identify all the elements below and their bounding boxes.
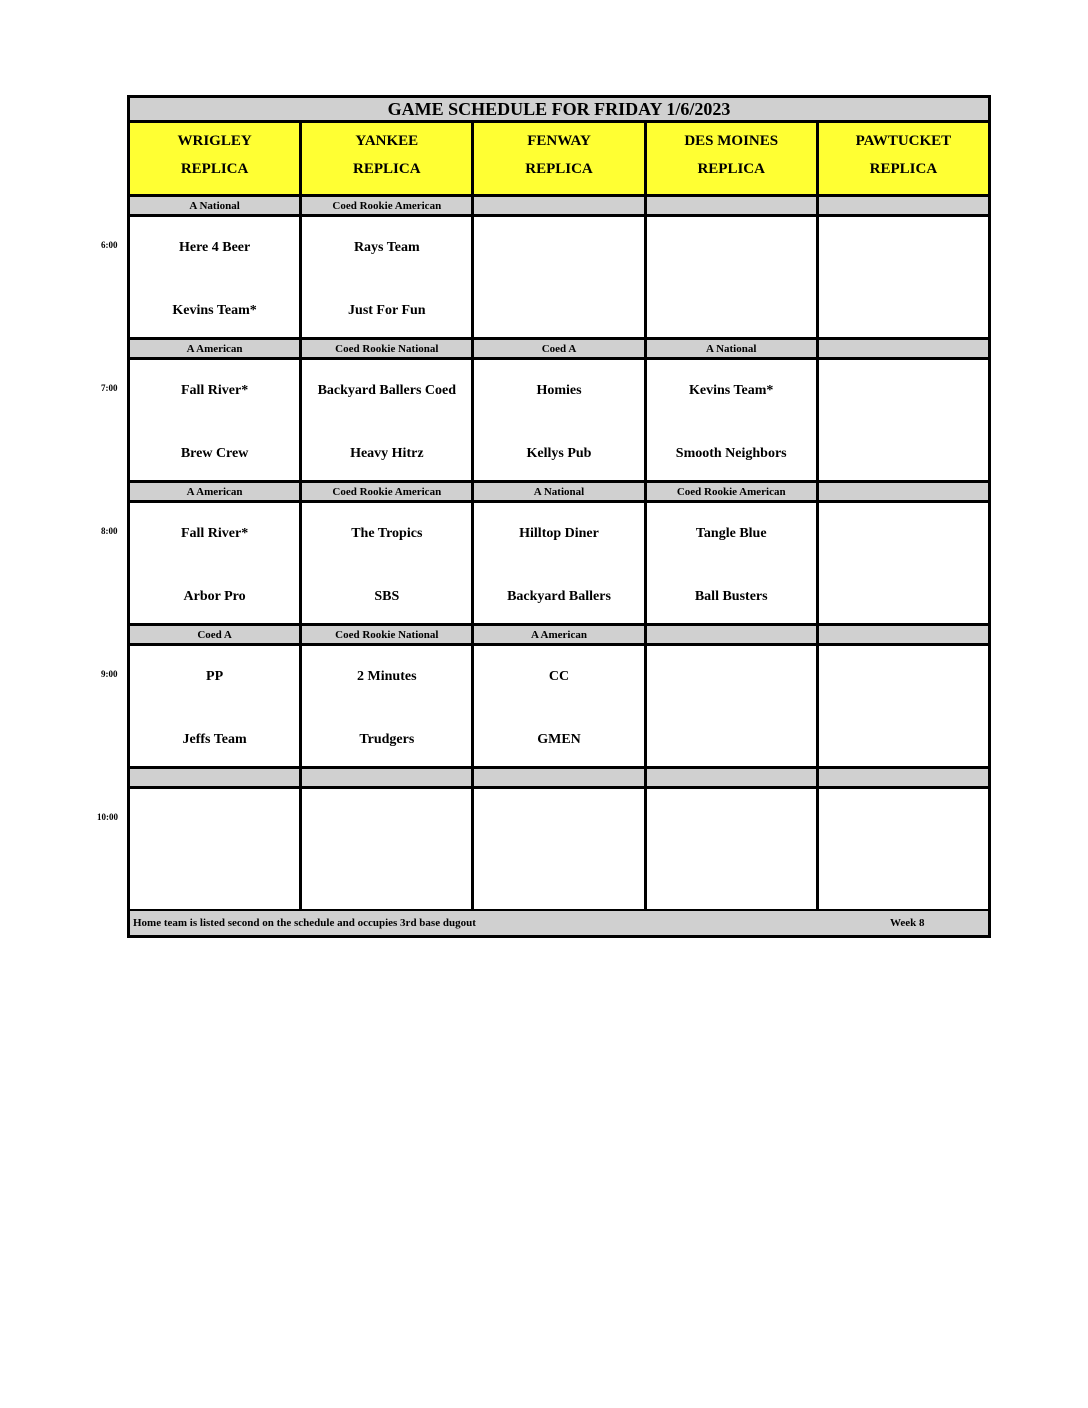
away-team: PP bbox=[206, 669, 224, 684]
game-cell bbox=[474, 360, 646, 480]
game-cell bbox=[819, 360, 988, 480]
park-name: FENWAY bbox=[527, 133, 591, 149]
away-team: Fall River* bbox=[180, 383, 249, 398]
game-cell bbox=[474, 646, 646, 766]
home-team: Jeffs Team bbox=[182, 732, 247, 747]
schedule-table bbox=[127, 95, 991, 938]
game-cell bbox=[819, 789, 988, 909]
away-team: Kevins Team* bbox=[689, 383, 774, 398]
home-team: Ball Busters bbox=[694, 589, 768, 604]
park-header-fenway bbox=[474, 123, 646, 194]
park-subtitle: REPLICA bbox=[697, 161, 765, 177]
away-team: Rays Team bbox=[353, 240, 420, 255]
game-cell bbox=[130, 360, 302, 480]
division-label bbox=[647, 626, 819, 643]
game-cell bbox=[819, 503, 988, 623]
away-team: The Tropics bbox=[351, 526, 423, 541]
game-row bbox=[130, 646, 988, 769]
game-cell bbox=[130, 503, 302, 623]
park-subtitle: REPLICA bbox=[180, 161, 249, 177]
division-row bbox=[130, 483, 988, 503]
division-label bbox=[647, 769, 819, 786]
away-team: 2 Minutes bbox=[357, 669, 417, 684]
game-cell bbox=[302, 789, 474, 909]
time-label: 10:00 bbox=[97, 812, 118, 822]
park-header-pawtucket bbox=[819, 123, 988, 194]
division-label: Coed A bbox=[130, 626, 302, 643]
division-label bbox=[819, 626, 988, 643]
division-label: A National bbox=[130, 197, 302, 214]
home-team: Brew Crew bbox=[180, 446, 249, 461]
division-label: Coed Rookie National bbox=[302, 626, 474, 643]
division-label bbox=[819, 769, 988, 786]
game-cell bbox=[819, 646, 988, 766]
division-label: Coed Rookie American bbox=[302, 483, 474, 500]
game-cell bbox=[647, 360, 819, 480]
division-label bbox=[302, 769, 474, 786]
time-label: 7:00 bbox=[101, 383, 118, 393]
away-team: Here 4 Beer bbox=[178, 240, 251, 255]
park-name: PAWTUCKET bbox=[855, 133, 952, 149]
division-label: A American bbox=[130, 483, 302, 500]
time-label: 8:00 bbox=[101, 526, 118, 536]
division-label: A National bbox=[647, 340, 819, 357]
home-team: Kevins Team* bbox=[172, 303, 257, 318]
game-cell bbox=[647, 503, 819, 623]
game-row bbox=[130, 360, 988, 483]
division-label: Coed Rookie American bbox=[647, 483, 819, 500]
time-label: 6:00 bbox=[101, 240, 118, 250]
game-cell bbox=[130, 789, 302, 909]
division-label: A American bbox=[474, 626, 646, 643]
game-cell bbox=[474, 217, 646, 337]
division-label bbox=[474, 197, 646, 214]
game-cell bbox=[647, 217, 819, 337]
division-label bbox=[819, 340, 988, 357]
division-label: A National bbox=[474, 483, 646, 500]
division-row bbox=[130, 626, 988, 646]
home-team: Smooth Neighbors bbox=[675, 446, 787, 461]
division-label bbox=[647, 197, 819, 214]
away-team: Tangle Blue bbox=[695, 526, 767, 541]
game-cell bbox=[474, 789, 646, 909]
home-team: GMEN bbox=[537, 732, 581, 747]
division-label: Coed Rookie American bbox=[302, 197, 474, 214]
game-row bbox=[130, 503, 988, 626]
home-team: Just For Fun bbox=[348, 303, 426, 318]
home-team: Backyard Ballers bbox=[507, 589, 611, 604]
away-team: CC bbox=[548, 669, 570, 684]
game-cell bbox=[302, 503, 474, 623]
park-subtitle: REPLICA bbox=[525, 161, 593, 177]
home-team-note: Home team is listed second on the schedule and occupies 3rd base dugout bbox=[133, 917, 476, 929]
home-team: Trudgers bbox=[359, 732, 415, 747]
park-name: DES MOINES bbox=[684, 133, 779, 149]
division-label bbox=[474, 769, 646, 786]
game-cell bbox=[474, 503, 646, 623]
game-row bbox=[130, 789, 988, 912]
away-team: Homies bbox=[536, 383, 582, 398]
home-team: Heavy Hitrz bbox=[350, 446, 424, 461]
away-team: Fall River* bbox=[180, 526, 249, 541]
time-label: 9:00 bbox=[101, 669, 118, 679]
game-cell bbox=[130, 646, 302, 766]
park-header-wrigley bbox=[130, 123, 302, 194]
division-label bbox=[819, 197, 988, 214]
away-team: Backyard Ballers Coed bbox=[317, 383, 457, 398]
game-cell bbox=[647, 646, 819, 766]
home-team: Kellys Pub bbox=[526, 446, 592, 461]
division-label: A American bbox=[130, 340, 302, 357]
division-row bbox=[130, 197, 988, 217]
away-team: Hilltop Diner bbox=[519, 526, 599, 541]
park-header-des-moines bbox=[647, 123, 819, 194]
game-cell bbox=[647, 789, 819, 909]
park-header-yankee bbox=[302, 123, 474, 194]
schedule-title: GAME SCHEDULE FOR FRIDAY 1/6/2023 bbox=[130, 98, 988, 123]
game-cell bbox=[302, 360, 474, 480]
home-team: Arbor Pro bbox=[183, 589, 246, 604]
week-label: Week 8 bbox=[890, 917, 925, 929]
park-name: YANKEE bbox=[355, 133, 419, 149]
game-cell bbox=[130, 217, 302, 337]
schedule-footer bbox=[130, 911, 988, 935]
division-label: Coed Rookie National bbox=[302, 340, 474, 357]
division-label bbox=[819, 483, 988, 500]
division-label: Coed A bbox=[474, 340, 646, 357]
division-row bbox=[130, 340, 988, 360]
division-row bbox=[130, 769, 988, 789]
park-name: WRIGLEY bbox=[177, 133, 252, 149]
division-label bbox=[130, 769, 302, 786]
game-cell bbox=[819, 217, 988, 337]
park-subtitle: REPLICA bbox=[869, 161, 938, 177]
home-team: SBS bbox=[374, 589, 400, 604]
game-cell bbox=[302, 217, 474, 337]
park-header-row bbox=[130, 123, 988, 197]
game-cell bbox=[302, 646, 474, 766]
game-row bbox=[130, 217, 988, 340]
park-subtitle: REPLICA bbox=[353, 161, 421, 177]
